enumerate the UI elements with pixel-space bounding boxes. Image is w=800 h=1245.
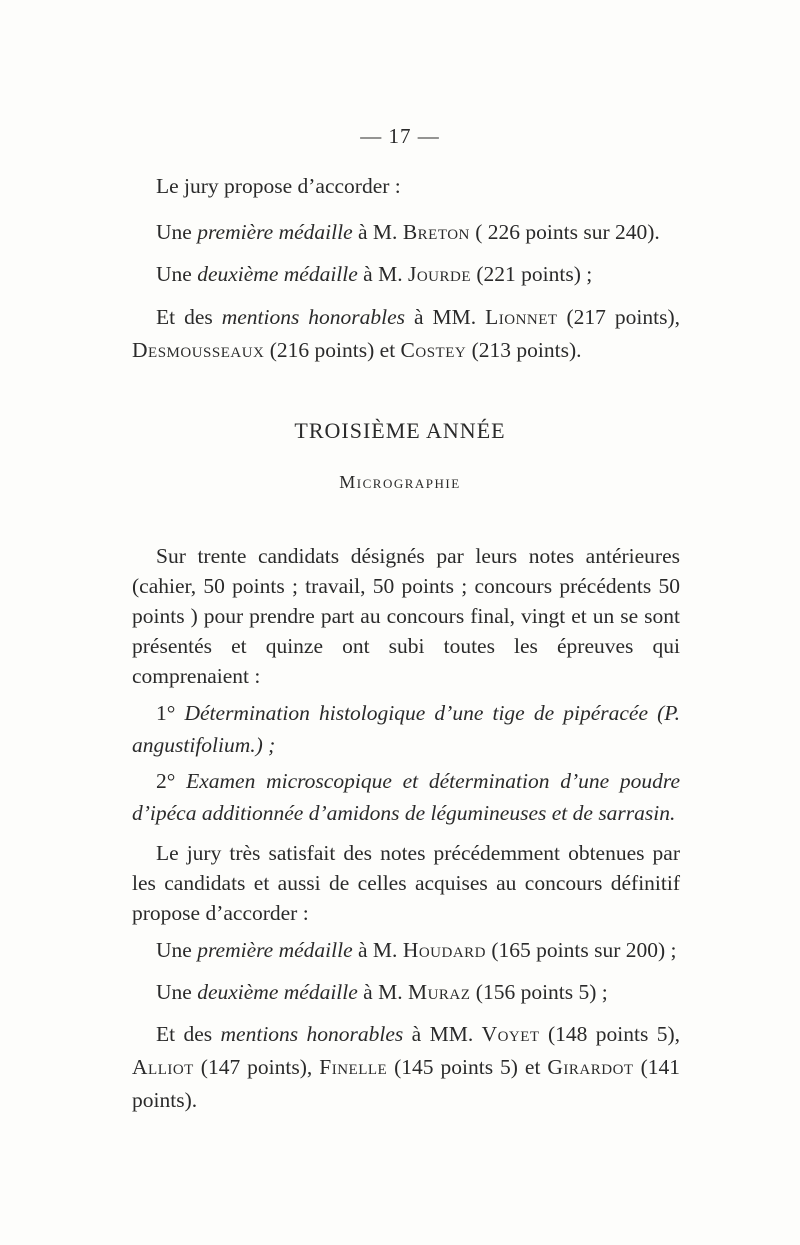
text-run: (213 points). (466, 338, 582, 362)
text-run: (141 points). (132, 1055, 680, 1112)
text-run: à M. (352, 938, 403, 962)
text-run: ( 226 points sur 240). (469, 220, 660, 244)
text-run: Une (156, 220, 198, 244)
list-number: 2° (156, 769, 176, 793)
paragraph-jury-satisfied: Le jury très satisfait des notes précédemment obtenues par les candidats et aussi de celles acquises au concours définitif propose d’accorder : (132, 841, 680, 925)
italic-text: Détermination histologique d’une tige de pipéracée (P. angustifolium.) ; (132, 701, 680, 757)
text-run: à M. (357, 980, 408, 1004)
paragraph-honorable-mentions (132, 301, 680, 367)
italic-text: première médaille (197, 220, 353, 244)
italic-text: première médaille (197, 938, 353, 962)
paragraph-candidates: Sur trente candidats désignés par leurs notes antérieures (cahier, 50 points ; travail, 50 points ; concours précédents 50 points ) pour prendre part au concours final, vingt et un se sont présentés et quinze ont subi toutes les épreuves qui comprenaient : (132, 544, 680, 688)
text-run: (145 points 5) et (387, 1055, 548, 1079)
paragraph-honorable-mentions-3 (132, 1018, 680, 1117)
text-run: à MM. (403, 1022, 482, 1046)
text-run: (216 points) et (264, 338, 401, 362)
section-heading: TROISIÈME ANNÉE (294, 418, 506, 443)
person-name: Houdard (402, 938, 487, 962)
person-name: Lionnet (485, 305, 558, 329)
paragraph-first-medal (132, 216, 680, 249)
person-name: Alliot (132, 1055, 194, 1079)
text-run: Une (156, 980, 198, 1004)
paragraph-second-medal (132, 258, 680, 291)
text-run: à M. (352, 220, 403, 244)
italic-text: mentions honorables (220, 1022, 404, 1046)
text-run: Une (156, 938, 198, 962)
person-name: Costey (400, 338, 467, 362)
text-run: à MM. (405, 305, 486, 329)
paragraph-second-medal-3 (132, 976, 680, 1009)
text-run: (147 points), (193, 1055, 320, 1079)
italic-text: Examen microscopique et détermination d’une poudre d’ipéca additionnée d’amidons de légumineuses et de sarrasin. (132, 769, 680, 825)
text-run: Et des (156, 1022, 221, 1046)
text-run: (217 points), (557, 305, 680, 329)
paragraph-test-1 (132, 697, 680, 761)
text-run: (165 points sur 200) ; (486, 938, 677, 962)
person-name: Girardot (547, 1055, 634, 1079)
person-name: Breton (402, 220, 470, 244)
paragraph-first-medal-3 (132, 934, 680, 967)
text-run: (221 points) ; (471, 262, 593, 286)
text-run: Et des (156, 305, 222, 329)
person-name: Desmousseaux (132, 338, 265, 362)
list-number: 1° (156, 701, 176, 725)
paragraph-jury-propose: Le jury propose d’accorder : (156, 174, 401, 198)
text-run: (148 points 5), (539, 1022, 680, 1046)
person-name: Muraz (407, 980, 471, 1004)
italic-text: deuxième médaille (197, 262, 358, 286)
text-run: Une (156, 262, 198, 286)
paragraph-test-2 (132, 765, 680, 829)
italic-text: deuxième médaille (197, 980, 358, 1004)
text-run: (156 points 5) ; (470, 980, 608, 1004)
person-name: Voyet (481, 1022, 540, 1046)
person-name: Finelle (319, 1055, 388, 1079)
section-subheading: Micrographie (339, 472, 461, 492)
italic-text: mentions honorables (221, 305, 406, 329)
person-name: Jourde (407, 262, 471, 286)
page-number: — 17 — (360, 124, 440, 148)
text-run: à M. (357, 262, 408, 286)
